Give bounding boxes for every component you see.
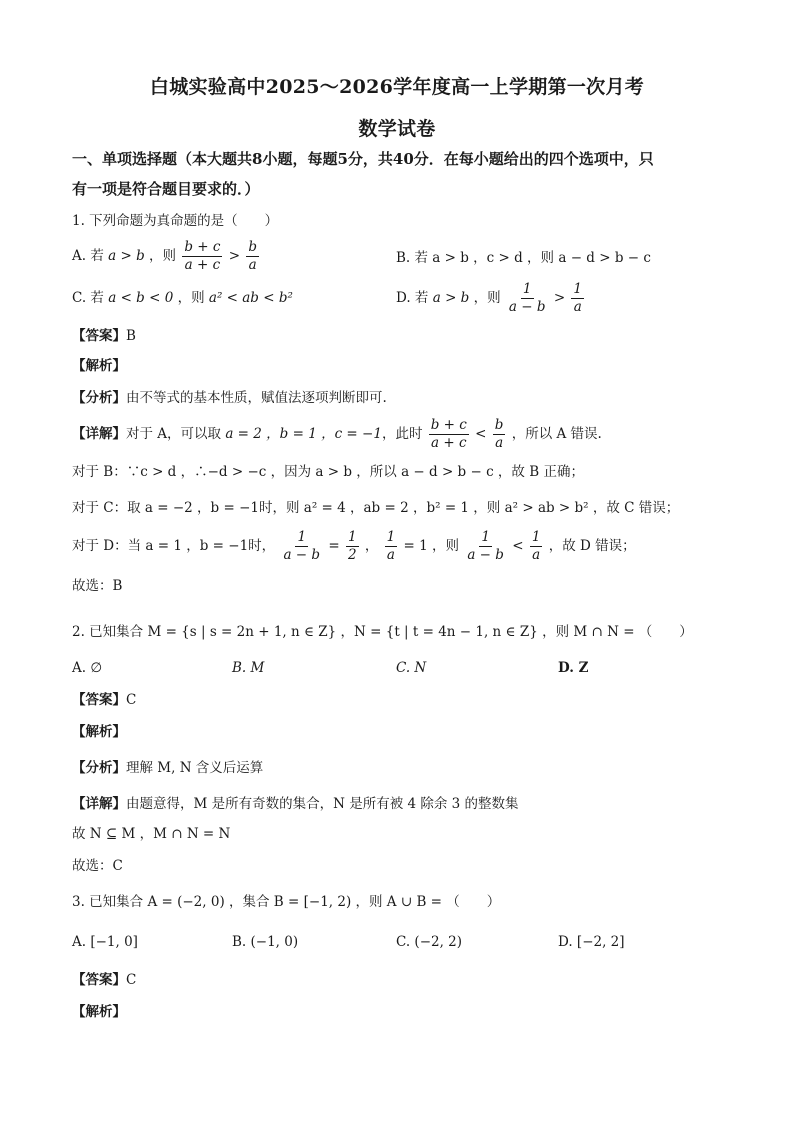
q2-option-c: C. N (396, 660, 427, 676)
q2-analysis-label: 【解析】 (72, 724, 126, 740)
detail-text: 由题意得，M 是所有奇数的集合，N 是所有被 4 除余 3 的整数集 (126, 796, 519, 812)
q1-choose: 故选：B (72, 578, 123, 594)
q1-option-d-then: ，则 (473, 289, 501, 306)
q3-option-a: A. [−1, 0] (72, 934, 138, 950)
fraction: $\frac{b + c}{a + c}$ (184, 239, 221, 273)
q1-option-d-prefix: D. 若 (396, 289, 429, 306)
q1-option-c-then: ，则 (177, 290, 205, 306)
detail-label: 【详解】 (72, 425, 126, 442)
fraction: $\frac{1}{a}$ (386, 529, 396, 563)
q3-stem: 3. 已知集合 A = (−2, 0) ，集合 B = [−1, 2) ，则 A ∪ B = （ ） (72, 894, 501, 910)
relation: < (475, 425, 487, 442)
answer-value: B (126, 328, 136, 344)
q1-option-d (396, 282, 586, 315)
q1-option-c (72, 292, 293, 306)
q1-answer (72, 330, 136, 344)
relation: < (512, 537, 524, 554)
q1-option-a-then: ，则 (149, 247, 177, 264)
fraction: $\frac{b + c}{a + c}$ (430, 417, 467, 451)
detail-label: 【详解】 (72, 796, 126, 812)
q1-option-c-cond: a < b < 0 (108, 290, 174, 306)
q1-fenxi (72, 392, 387, 406)
fraction: $\frac{b}{a}$ (248, 239, 257, 273)
relation: > (553, 289, 566, 306)
detail-text: 对于 D：当 a = 1 ，b = −1时， (72, 537, 276, 554)
relation: = (328, 537, 340, 554)
q1-detail-d (72, 530, 636, 563)
fenxi-label: 【分析】 (72, 390, 126, 406)
fenxi-text: 理解 M, N 含义后运算 (126, 760, 264, 776)
answer-label: 【答案】 (72, 328, 126, 344)
q1-option-c-prefix: C. 若 (72, 290, 104, 306)
section-heading-cont: 有一项是符合题目要求的．） (72, 180, 260, 198)
q2-option-a: A. ∅ (72, 660, 103, 676)
fenxi-text: 由不等式的基本性质，赋值法逐项判断即可. (126, 390, 387, 406)
q1-option-a-cond: a > b (108, 247, 145, 264)
q1-detail-b: 对于 B：∵c > d ，∴−d > −c ，因为 a > b ，所以 a − d > b − c ，故 B 正确； (72, 464, 584, 480)
relation: > (228, 247, 241, 264)
page-title: 白城实验高中2025～2026学年度高一上学期第一次月考 (149, 76, 645, 98)
answer-label: 【答案】 (72, 692, 126, 708)
q2-option-b: B. M (232, 660, 265, 676)
fenxi-label: 【分析】 (72, 760, 126, 776)
q1-detail-a (72, 418, 602, 451)
answer-value: C (126, 692, 137, 708)
fraction: $\frac{b}{a}$ (494, 417, 504, 451)
detail-text: ，故 D 错误； (548, 537, 636, 554)
fraction: $\frac{1}{a}$ (531, 529, 541, 563)
q2-option-d: D. Z (558, 660, 589, 676)
q2-detail2: 故 N ⊆ M ，M ∩ N = N (72, 826, 231, 842)
fraction: $\frac{1}{a - b}$ (467, 529, 504, 563)
q3-analysis-label: 【解析】 (72, 1004, 126, 1020)
q1-option-a (72, 240, 261, 273)
fraction: $\frac{1}{2}$ (347, 529, 357, 563)
q1-detail-c: 对于 C：取 a = −2 ，b = −1时，则 a² = 4 ，ab = 2 ，b² = 1 ，则 a² > ab > b² ，故 C 错误； (72, 500, 680, 516)
q2-stem: 2. 已知集合 M = {s | s = 2n + 1, n ∈ Z} ，N = {t | t = 4n − 1, n ∈ Z} ，则 M ∩ N = （ ） (72, 624, 693, 640)
fraction: $\frac{1}{a}$ (573, 281, 583, 315)
detail-math: a = 2 ，b = 1 ，c = −1 (225, 425, 382, 442)
answer-value: C (126, 972, 137, 988)
q3-option-b: B. (−1, 0) (232, 934, 299, 950)
q2-detail (72, 798, 519, 812)
fraction: $\frac{1}{a - b}$ (283, 529, 321, 563)
section-heading: 一、单项选择题（本大题共8小题，每题5分，共40分．在每小题给出的四个选项中，只 (72, 150, 654, 168)
q1-analysis-label: 【解析】 (72, 358, 126, 374)
fraction: $\frac{1}{a - b}$ (508, 281, 546, 315)
q1-option-a-prefix: A. 若 (72, 247, 104, 264)
q2-choose: 故选：C (72, 858, 123, 874)
q2-fenxi (72, 762, 263, 776)
page-subtitle: 数学试卷 (358, 118, 436, 140)
q3-answer (72, 974, 136, 988)
answer-label: 【答案】 (72, 972, 126, 988)
q3-option-c: C. (−2, 2) (396, 934, 463, 950)
q1-option-c-expr: a² < ab < b² (208, 290, 293, 306)
detail-text: ，所以 A 错误. (511, 425, 602, 442)
q1-option-b: B. 若 a > b ，c > d ，则 a − d > b − c (396, 250, 651, 266)
q2-answer (72, 694, 136, 708)
q3-option-d: D. [−2, 2] (558, 934, 625, 950)
detail-text: 对于 A，可以取 (126, 425, 222, 442)
separator: ， (364, 537, 379, 554)
detail-text: ，此时 (381, 425, 423, 442)
q1-option-d-cond: a > b (432, 289, 470, 306)
q1-stem: 1. 下列命题为真命题的是（ ） (72, 213, 279, 229)
relation: = 1 ，则 (403, 537, 460, 554)
